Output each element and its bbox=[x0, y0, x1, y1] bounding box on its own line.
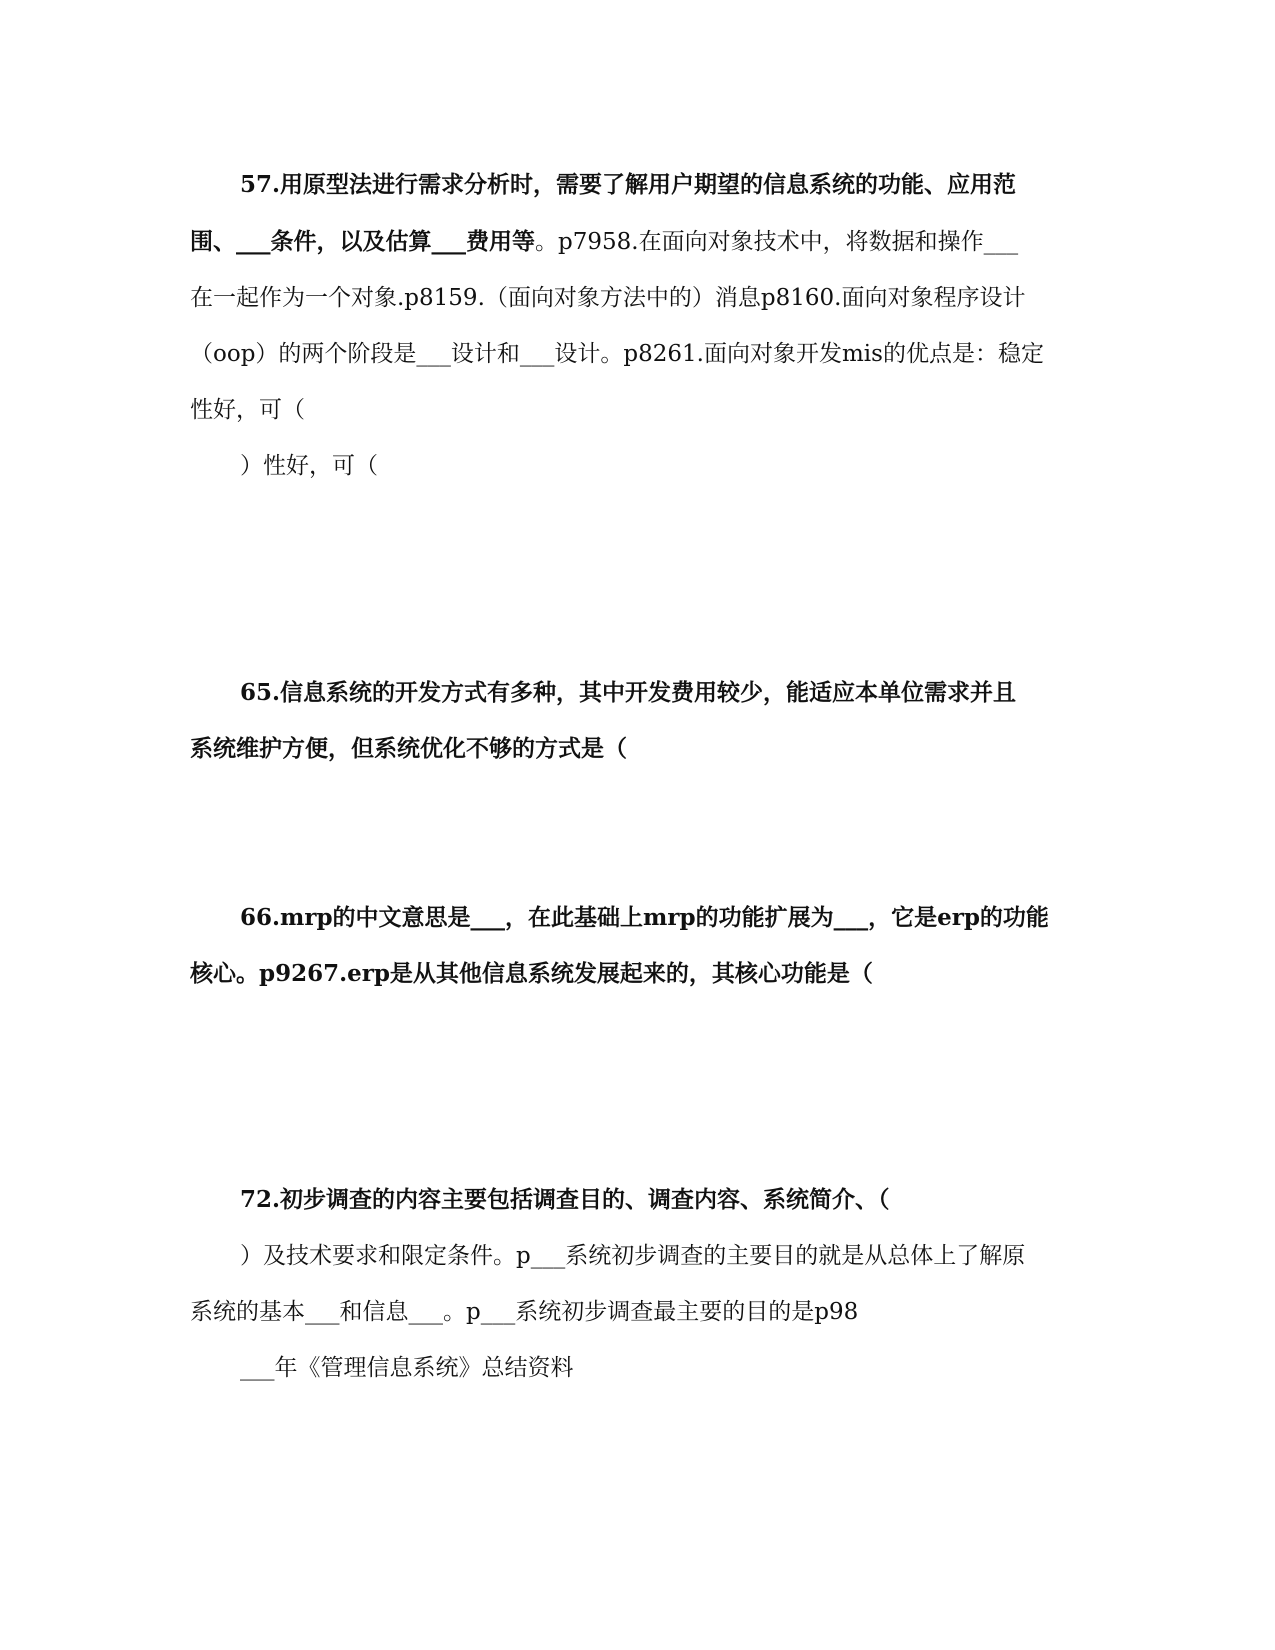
para-66-line-1: 66.mrp的中文意思是___，在此基础上mrp的功能扩展为___，它是erp的功能 bbox=[240, 904, 1049, 931]
para-57-line-3: 在一起作为一个对象.p8159.（面向对象方法中的）消息p8160.面向对象程序设计 bbox=[190, 285, 1026, 311]
para-72-line-3: 系统的基本___和信息___。p___系统初步调查最主要的目的是p98 bbox=[190, 1299, 859, 1325]
para-65-line-1: 65.信息系统的开发方式有多种，其中开发费用较少，能适应本单位需求并且 bbox=[240, 679, 1017, 706]
para-72-line-1: 72.初步调查的内容主要包括调查目的、调查内容、系统简介、（ bbox=[240, 1186, 890, 1213]
footer-title: ___年《管理信息系统》总结资料 bbox=[240, 1355, 574, 1381]
para-65-line-2: 系统维护方便，但系统优化不够的方式是（ bbox=[190, 735, 627, 762]
para-57-line-2-bold: 围、___条件，以及估算___费用等 bbox=[190, 228, 535, 255]
para-57-line-6: ）性好，可（ bbox=[240, 453, 378, 479]
para-57-line-4: （oop）的两个阶段是___设计和___设计。p8261.面向对象开发mis的优点是：稳定 bbox=[190, 341, 1044, 367]
para-57-line-5: 性好，可（ bbox=[190, 397, 305, 423]
para-57-line-2 bbox=[190, 227, 1095, 257]
para-72-line-2: ）及技术要求和限定条件。p___系统初步调查的主要目的就是从总体上了解原 bbox=[240, 1243, 1026, 1269]
para-57-line-1: 57.用原型法进行需求分析时，需要了解用户期望的信息系统的功能、应用范 bbox=[240, 171, 1017, 198]
para-66-line-2: 核心。p9267.erp是从其他信息系统发展起来的，其核心功能是（ bbox=[190, 960, 873, 987]
para-57-line-2-rest: 。p7958.在面向对象技术中，将数据和操作___ bbox=[535, 229, 1019, 255]
